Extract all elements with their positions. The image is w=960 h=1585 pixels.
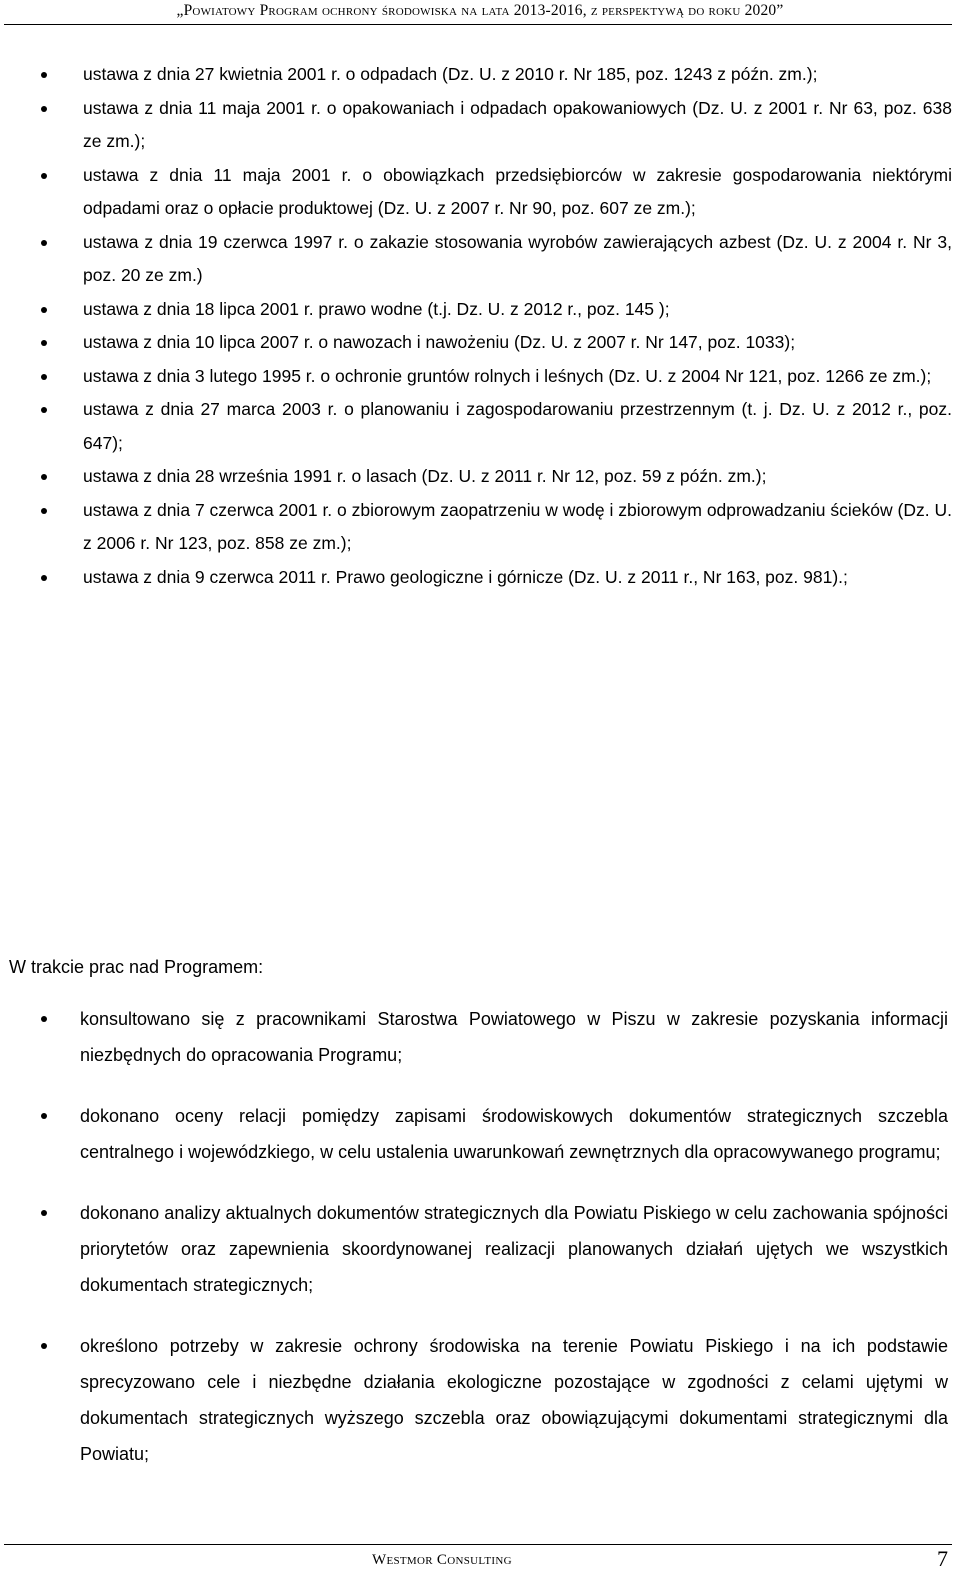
list-item: ustawa z dnia 19 czerwca 1997 r. o zakazie stosowania wyrobów zawierających azbest (Dz. U. z 2004 r. Nr 3, poz. 20 ze zm.): [0, 226, 960, 293]
list-item: ustawa z dnia 11 maja 2001 r. o opakowaniach i odpadach opakowaniowych (Dz. U. z 2001 r. Nr 63, poz. 638 ze zm.);: [0, 92, 960, 159]
section-intro: W trakcie prac nad Programem:: [9, 957, 264, 977]
list-item: ustawa z dnia 27 marca 2003 r. o planowaniu i zagospodarowaniu przestrzennym (t. j. Dz. U. z 2012 r., poz. 647);: [0, 393, 960, 460]
page-number: 7: [937, 1546, 948, 1571]
bullet-icon: [41, 374, 47, 380]
list-item: ustawa z dnia 11 maja 2001 r. o obowiązkach przedsiębiorców w zakresie gospodarowania niektórymi odpadami oraz o opłacie produktowej (Dz. U. z 2007 r. Nr 90, poz. 607 ze zm.);: [0, 159, 960, 226]
header-title: „Powiatowy Program ochrony środowiska na lata 2013-2016, z perspektywą do roku 2020”: [176, 2, 784, 19]
bullet-icon: [41, 575, 47, 581]
footer-divider: [4, 1544, 952, 1545]
list-item: określono potrzeby w zakresie ochrony środowiska na terenie Powiatu Piskiego i na ich podstawie sprecyzowano cele i niezbędne działania ekologiczne pozostające w zgodności z celami ujętymi w dokumentach strategicznych wyższego szczebla oraz obowiązującymi dokumentami strategicznymi dla Powiatu;: [0, 1328, 960, 1472]
running-header: [0, 0, 960, 24]
bullet-icon: [41, 1016, 47, 1022]
bullet-icon: [41, 72, 47, 78]
list-item: ustawa z dnia 7 czerwca 2001 r. o zbiorowym zaopatrzeniu w wodę i zbiorowym odprowadzaniu ścieków (Dz. U. z 2006 r. Nr 123, poz. 858 ze zm.);: [0, 494, 960, 561]
footer-company: Westmor Consulting: [372, 1552, 512, 1568]
list-item: ustawa z dnia 10 lipca 2007 r. o nawozach i nawożeniu (Dz. U. z 2007 r. Nr 147, poz. 1033);: [0, 326, 960, 360]
list-item: ustawa z dnia 27 kwietnia 2001 r. o odpadach (Dz. U. z 2010 r. Nr 185, poz. 1243 z późn. zm.);: [0, 58, 960, 92]
list-item: dokonano oceny relacji pomiędzy zapisami środowiskowych dokumentów strategicznych szczebla centralnego i wojewódzkiego, w celu ustalenia uwarunkowań zewnętrznych dla opracowywanego programu;: [0, 1098, 960, 1170]
bullet-icon: [41, 474, 47, 480]
bullet-icon: [41, 1210, 47, 1216]
bullet-icon: [41, 106, 47, 112]
bullet-icon: [41, 240, 47, 246]
list-item: ustawa z dnia 28 września 1991 r. o lasach (Dz. U. z 2011 r. Nr 12, poz. 59 z późn. zm.);: [0, 460, 960, 494]
bullet-icon: [41, 508, 47, 514]
bullet-icon: [41, 340, 47, 346]
header-divider: [4, 24, 952, 25]
bullet-icon: [41, 173, 47, 179]
work-steps-list: [0, 1001, 960, 1497]
list-item: konsultowano się z pracownikami Starostwa Powiatowego w Piszu w zakresie pozyskania informacji niezbędnych do opracowania Programu;: [0, 1001, 960, 1073]
list-item: ustawa z dnia 18 lipca 2001 r. prawo wodne (t.j. Dz. U. z 2012 r., poz. 145 );: [0, 293, 960, 327]
list-item: ustawa z dnia 9 czerwca 2011 r. Prawo geologiczne i górnicze (Dz. U. z 2011 r., Nr 163, poz. 981).;: [0, 561, 960, 595]
list-item: ustawa z dnia 3 lutego 1995 r. o ochronie gruntów rolnych i leśnych (Dz. U. z 2004 Nr 121, poz. 1266 ze zm.);: [0, 360, 960, 394]
bullet-icon: [41, 1343, 47, 1349]
bullet-icon: [41, 407, 47, 413]
list-item: dokonano analizy aktualnych dokumentów strategicznych dla Powiatu Piskiego w celu zachowania spójności priorytetów oraz zapewnienia skoordynowanej realizacji planowanych działań ujętych we wszystkich dokumentach strategicznych;: [0, 1195, 960, 1303]
legal-acts-list: [0, 58, 960, 594]
bullet-icon: [41, 307, 47, 313]
bullet-icon: [41, 1113, 47, 1119]
